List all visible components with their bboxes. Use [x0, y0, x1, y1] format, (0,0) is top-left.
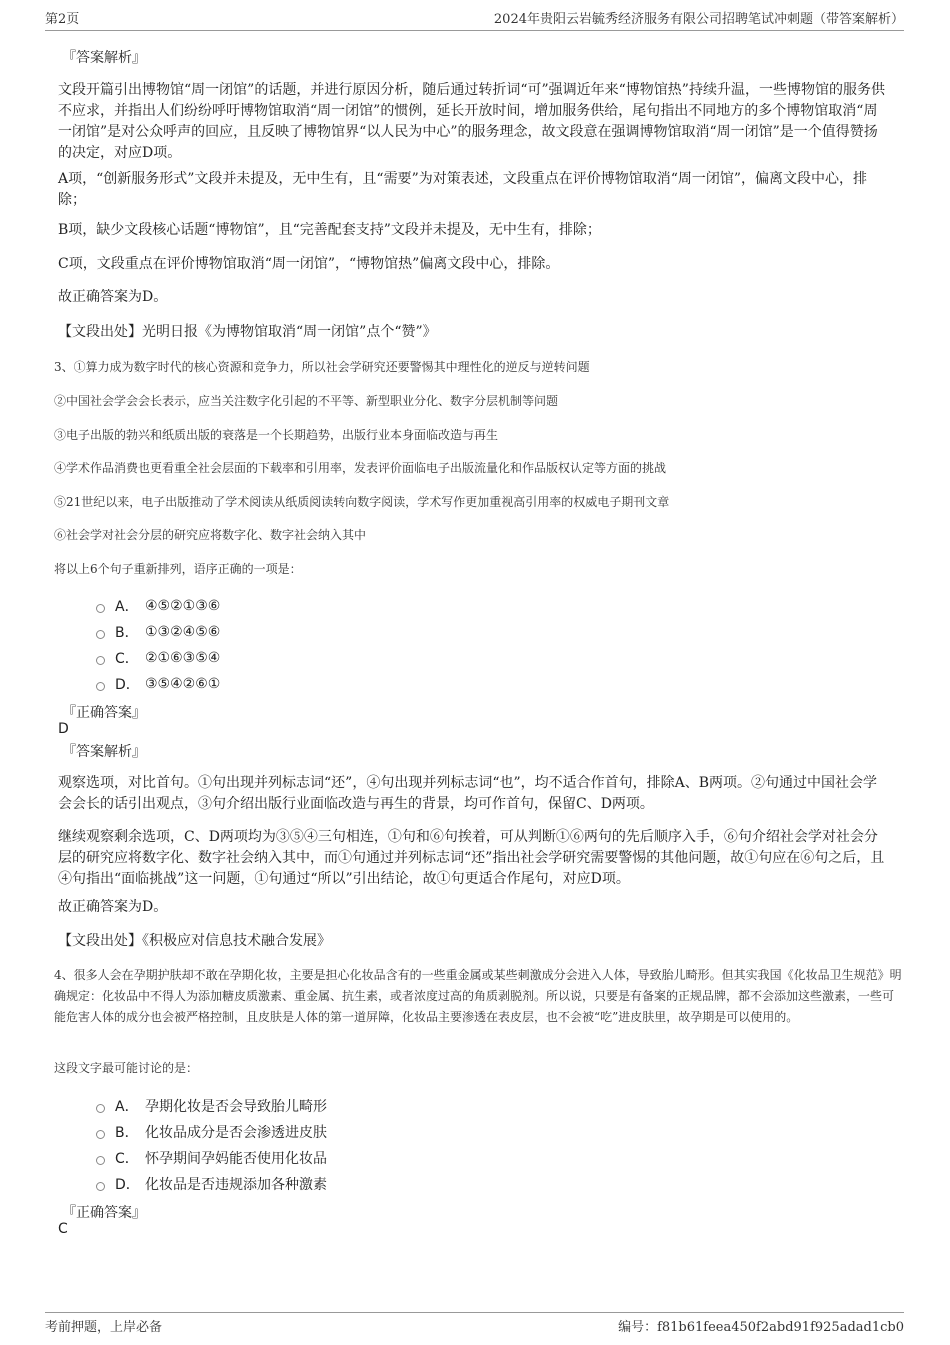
option-letter: D． [115, 677, 140, 693]
page-header [45, 8, 904, 31]
source-note: 【文段出处】《积极应对信息技术融合发展》 [58, 933, 331, 949]
analysis-label: 『答案解析』 [62, 744, 146, 760]
analysis-paragraph: A项，“创新服务形式”文段并未提及，无中生有，且“需要”为对策表述，文段重点在评价博物馆取消“周一闭馆”，偏离文段中心，排除； [58, 171, 868, 208]
option-letter: C． [115, 651, 139, 667]
option-letter: B． [115, 625, 139, 641]
option-a[interactable] [96, 596, 220, 616]
question-line: ②中国社会学会会长表示，应当关注数字化引起的不平等、新型职业分化、数字分层机制等问题 [54, 394, 559, 408]
analysis-paragraph: 继续观察剩余选项，C、D两项均为③⑤④三句相连，①句和⑥句挨着，可从判断①⑥两句的先后顺序入手，⑥句介绍社会学对社会分层的研究应将数字化、数字社会纳入其中，而①句通过并列标志词“还”指出社会学研究需要警惕的其他问题，故①句应在⑥句之后，且④句指出“面临挑战”这一问题，①句通过“所以”引出结论，故①句更适合作尾句，对应D项。 [58, 829, 885, 887]
option-a[interactable] [96, 1096, 327, 1116]
analysis-paragraph: C项，文段重点在评价博物馆取消“周一闭馆”，“博物馆热”偏离文段中心，排除。 [58, 256, 560, 272]
option-text: 化妆品是否违规添加各种激素 [145, 1177, 327, 1193]
analysis-paragraph: 故正确答案为D。 [58, 289, 168, 305]
option-letter: D． [115, 1177, 140, 1193]
analysis-paragraph: B项，缺少文段核心话题“博物馆”，且“完善配套支持”文段并未提及，无中生有，排除； [58, 222, 601, 238]
option-text: ①③②④⑤⑥ [145, 624, 221, 640]
option-text: ③⑤④②⑥① [145, 676, 221, 692]
correct-answer: D [58, 721, 69, 737]
correct-answer: C [58, 1221, 68, 1237]
analysis-label: 『答案解析』 [62, 50, 146, 66]
source-note: 【文段出处】光明日报《为博物馆取消“周一闭馆”点个“赞”》 [58, 324, 437, 340]
option-d[interactable] [96, 1174, 327, 1194]
option-b[interactable] [96, 1122, 327, 1142]
analysis-paragraph: 故正确答案为D。 [58, 899, 168, 915]
option-letter: A． [115, 599, 139, 615]
radio-icon[interactable] [96, 682, 105, 691]
option-letter: A． [115, 1099, 139, 1115]
radio-icon[interactable] [96, 604, 105, 613]
radio-icon[interactable] [96, 1130, 105, 1139]
question-line: ⑥社会学对社会分层的研究应将数字化、数字社会纳入其中 [54, 528, 367, 542]
question-line: ④学术作品消费也更看重全社会层面的下载率和引用率，发表评价面临电子出版流量化和作品版权认定等方面的挑战 [54, 461, 667, 475]
option-c[interactable] [96, 648, 220, 668]
radio-icon[interactable] [96, 630, 105, 639]
question-line: ⑤21世纪以来，电子出版推动了学术阅读从纸质阅读转向数字阅读，学术写作更加重视高引用率的权威电子期刊文章 [54, 495, 670, 509]
option-text: 化妆品成分是否会渗透进皮肤 [145, 1125, 327, 1141]
page-footer [45, 1312, 904, 1335]
radio-icon[interactable] [96, 1104, 105, 1113]
analysis-paragraph: 观察选项，对比首句。①句出现并列标志词“还”，④句出现并列标志词“也”，均不适合作首句，排除A、B两项。②句通过中国社会学会会长的话引出观点，③句介绍出版行业面临改造与再生的背景，均可作首句，保留C、D两项。 [58, 775, 878, 812]
option-text: 孕期化妆是否会导致胎儿畸形 [145, 1099, 327, 1115]
document-title: 2024年贵阳云岩毓秀经济服务有限公司招聘笔试冲刺题（带答案解析） [493, 12, 904, 27]
page-number: 第2页 [45, 12, 80, 27]
question-prompt: 将以上6个句子重新排列，语序正确的一项是： [54, 562, 302, 576]
radio-icon[interactable] [96, 1156, 105, 1165]
correct-answer-label: 『正确答案』 [62, 1205, 146, 1221]
radio-icon[interactable] [96, 1182, 105, 1191]
question-line: 3、①算力成为数字时代的核心资源和竞争力，所以社会学研究还要警惕其中理性化的逆反与逆转问题 [54, 360, 590, 374]
option-letter: B． [115, 1125, 139, 1141]
analysis-paragraph: 文段开篇引出博物馆“周一闭馆”的话题，并进行原因分析，随后通过转折词“可”强调近年来“博物馆热”持续升温，一些博物馆的服务供不应求，并指出人们纷纷呼吁博物馆取消“周一闭馆”的惯例，延长开放时间，增加服务供给，尾句指出不同地方的多个博物馆取消“周一闭馆”是对公众呼声的回应，且反映了博物馆界“以人民为中心”的服务理念，故文段意在强调博物馆取消“周一闭馆”是一个值得赞扬的决定，对应D项。 [58, 82, 885, 161]
radio-icon[interactable] [96, 656, 105, 665]
question-stem: 4、很多人会在孕期护肤却不敢在孕期化妆，主要是担心化妆品含有的一些重金属或某些刺激成分会进入人体，导致胎儿畸形。但其实我国《化妆品卫生规范》明确规定：化妆品中不得人为添加糖皮质激素、重金属、抗生素，或者浓度过高的角质剥脱剂。所以说，只要是有备案的正规品牌，都不会添加这些激素，一些可能危害人体的成分也会被严格控制，且皮肤是人体的第一道屏障，化妆品主要渗透在表皮层，也不会被“吃”进皮肤里，故孕期是可以使用的。 [54, 968, 902, 1024]
option-letter: C． [115, 1151, 139, 1167]
option-text: ②①⑥③⑤④ [145, 650, 221, 666]
correct-answer-label: 『正确答案』 [62, 705, 146, 721]
footer-slogan: 考前押题，上岸必备 [45, 1320, 163, 1335]
option-text: 怀孕期间孕妈能否使用化妆品 [145, 1151, 327, 1167]
option-text: ④⑤②①③⑥ [145, 598, 221, 614]
option-c[interactable] [96, 1148, 327, 1168]
option-b[interactable] [96, 622, 220, 642]
question-prompt: 这段文字最可能讨论的是： [54, 1061, 199, 1075]
document-id: 编号：f81b61feea450f2abd91f925adad1cb0 [618, 1320, 904, 1335]
option-d[interactable] [96, 674, 220, 694]
question-line: ③电子出版的勃兴和纸质出版的衰落是一个长期趋势，出版行业本身面临改造与再生 [54, 428, 499, 442]
